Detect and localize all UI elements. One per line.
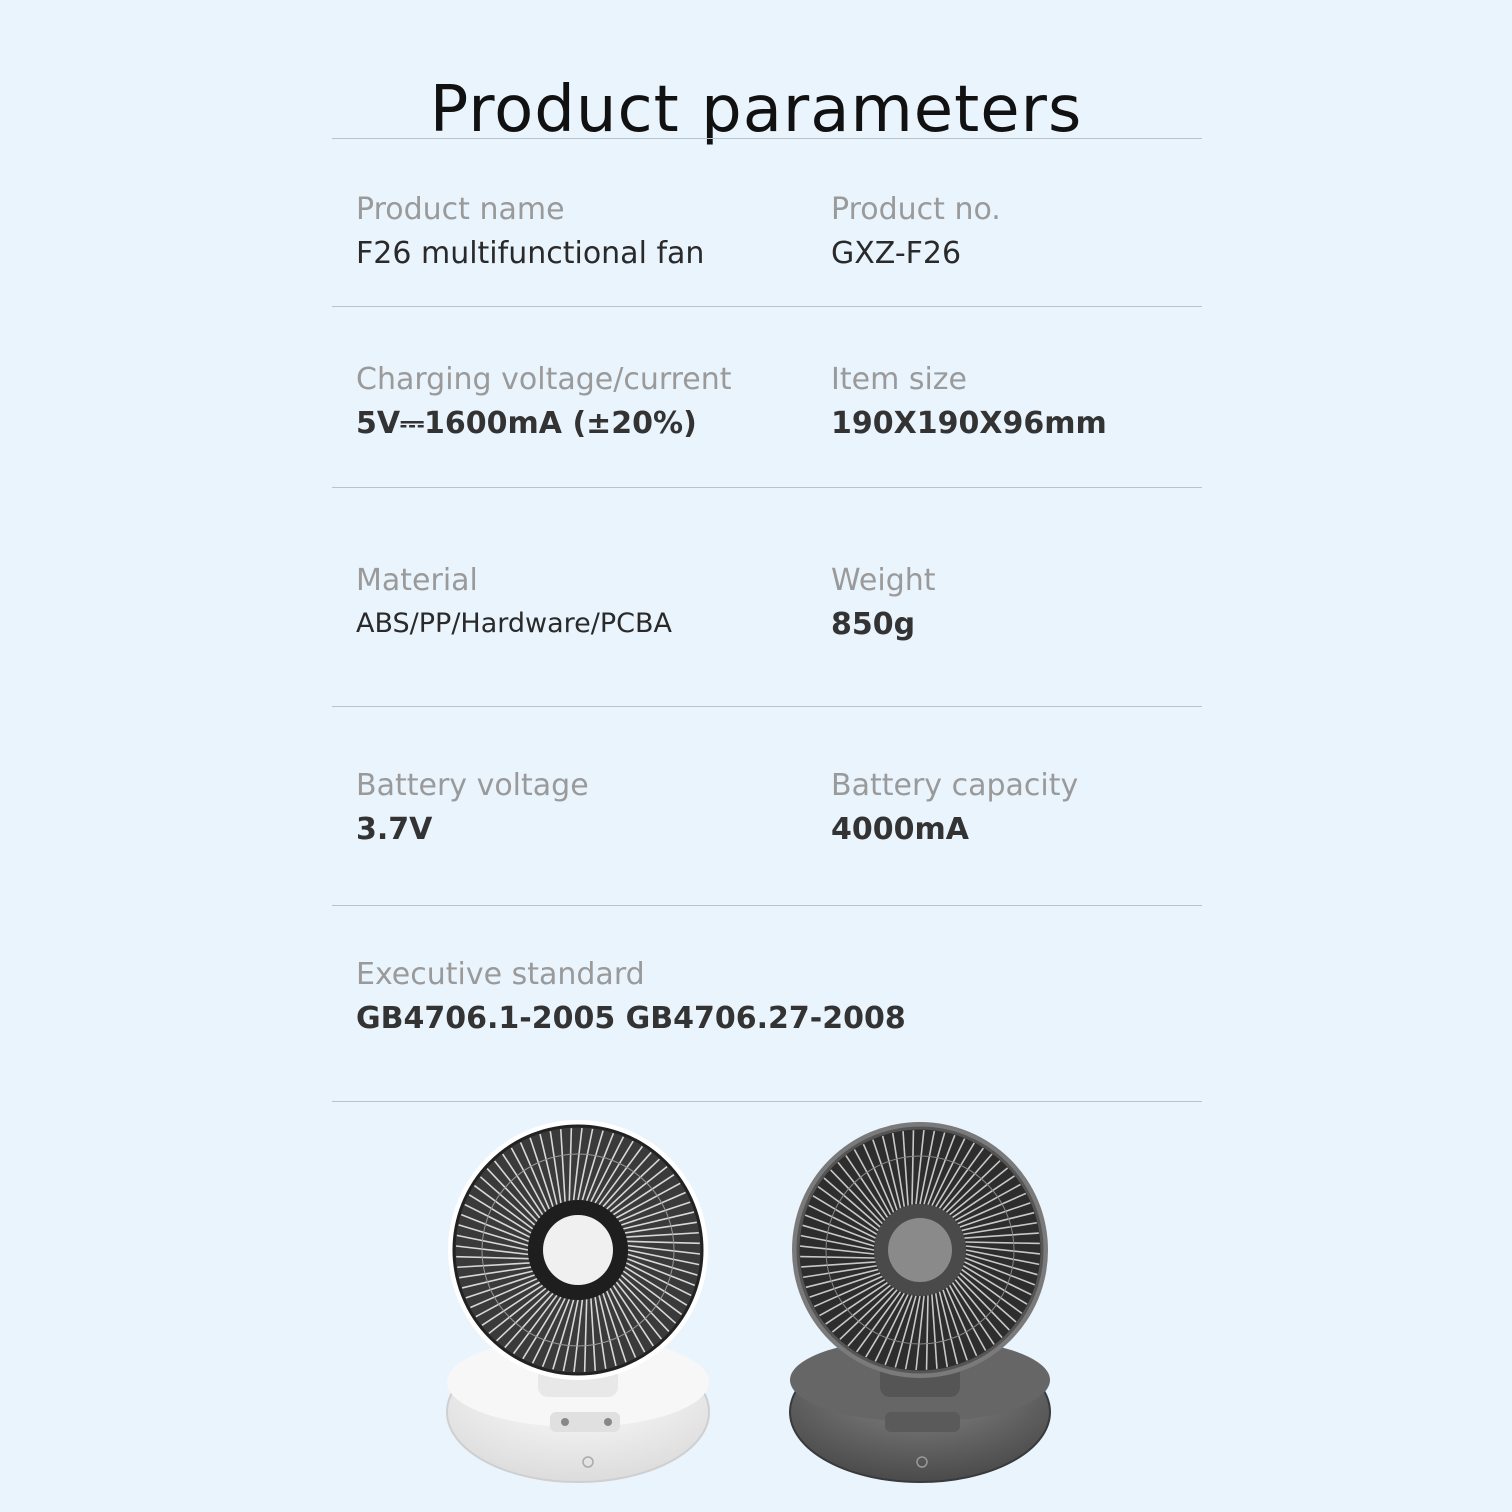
param-value: 4000mA — [831, 812, 969, 847]
product-images — [430, 1112, 1090, 1502]
param-weight — [831, 563, 936, 642]
param-label: Weight — [831, 563, 936, 598]
divider — [332, 706, 1202, 707]
divider — [332, 905, 1202, 906]
white-desk-fan-icon — [447, 1120, 709, 1482]
divider — [332, 306, 1202, 307]
param-item-size — [831, 362, 1107, 441]
param-value: 190X190X96mm — [831, 406, 1107, 441]
param-value: 850g — [831, 607, 916, 642]
param-material — [356, 563, 672, 639]
param-value: GXZ-F26 — [831, 236, 962, 271]
divider — [332, 138, 1202, 139]
param-label: Executive standard — [356, 957, 645, 992]
param-battery-capacity — [831, 768, 1079, 847]
param-label: Item size — [831, 362, 967, 397]
gray-desk-fan-icon — [790, 1122, 1050, 1482]
param-value: 5V⎓1600mA (±20%) — [356, 406, 697, 441]
param-value: GB4706.1-2005 GB4706.27-2008 — [356, 1001, 906, 1036]
param-label: Material — [356, 563, 478, 598]
param-executive-standard — [356, 957, 906, 1036]
param-value: F26 multifunctional fan — [356, 236, 705, 271]
param-value: 3.7V — [356, 812, 433, 847]
param-product-name — [356, 192, 705, 271]
divider — [332, 487, 1202, 488]
param-charging-voltage — [356, 362, 732, 441]
param-label: Battery capacity — [831, 768, 1079, 803]
param-product-no — [831, 192, 1001, 271]
param-value: ABS/PP/Hardware/PCBA — [356, 608, 672, 639]
param-battery-voltage — [356, 768, 589, 847]
param-label: Product no. — [831, 192, 1001, 227]
param-label: Product name — [356, 192, 565, 227]
page-title: Product parameters — [429, 72, 1083, 147]
param-label: Battery voltage — [356, 768, 589, 803]
param-label: Charging voltage/current — [356, 362, 732, 397]
divider — [332, 1101, 1202, 1102]
